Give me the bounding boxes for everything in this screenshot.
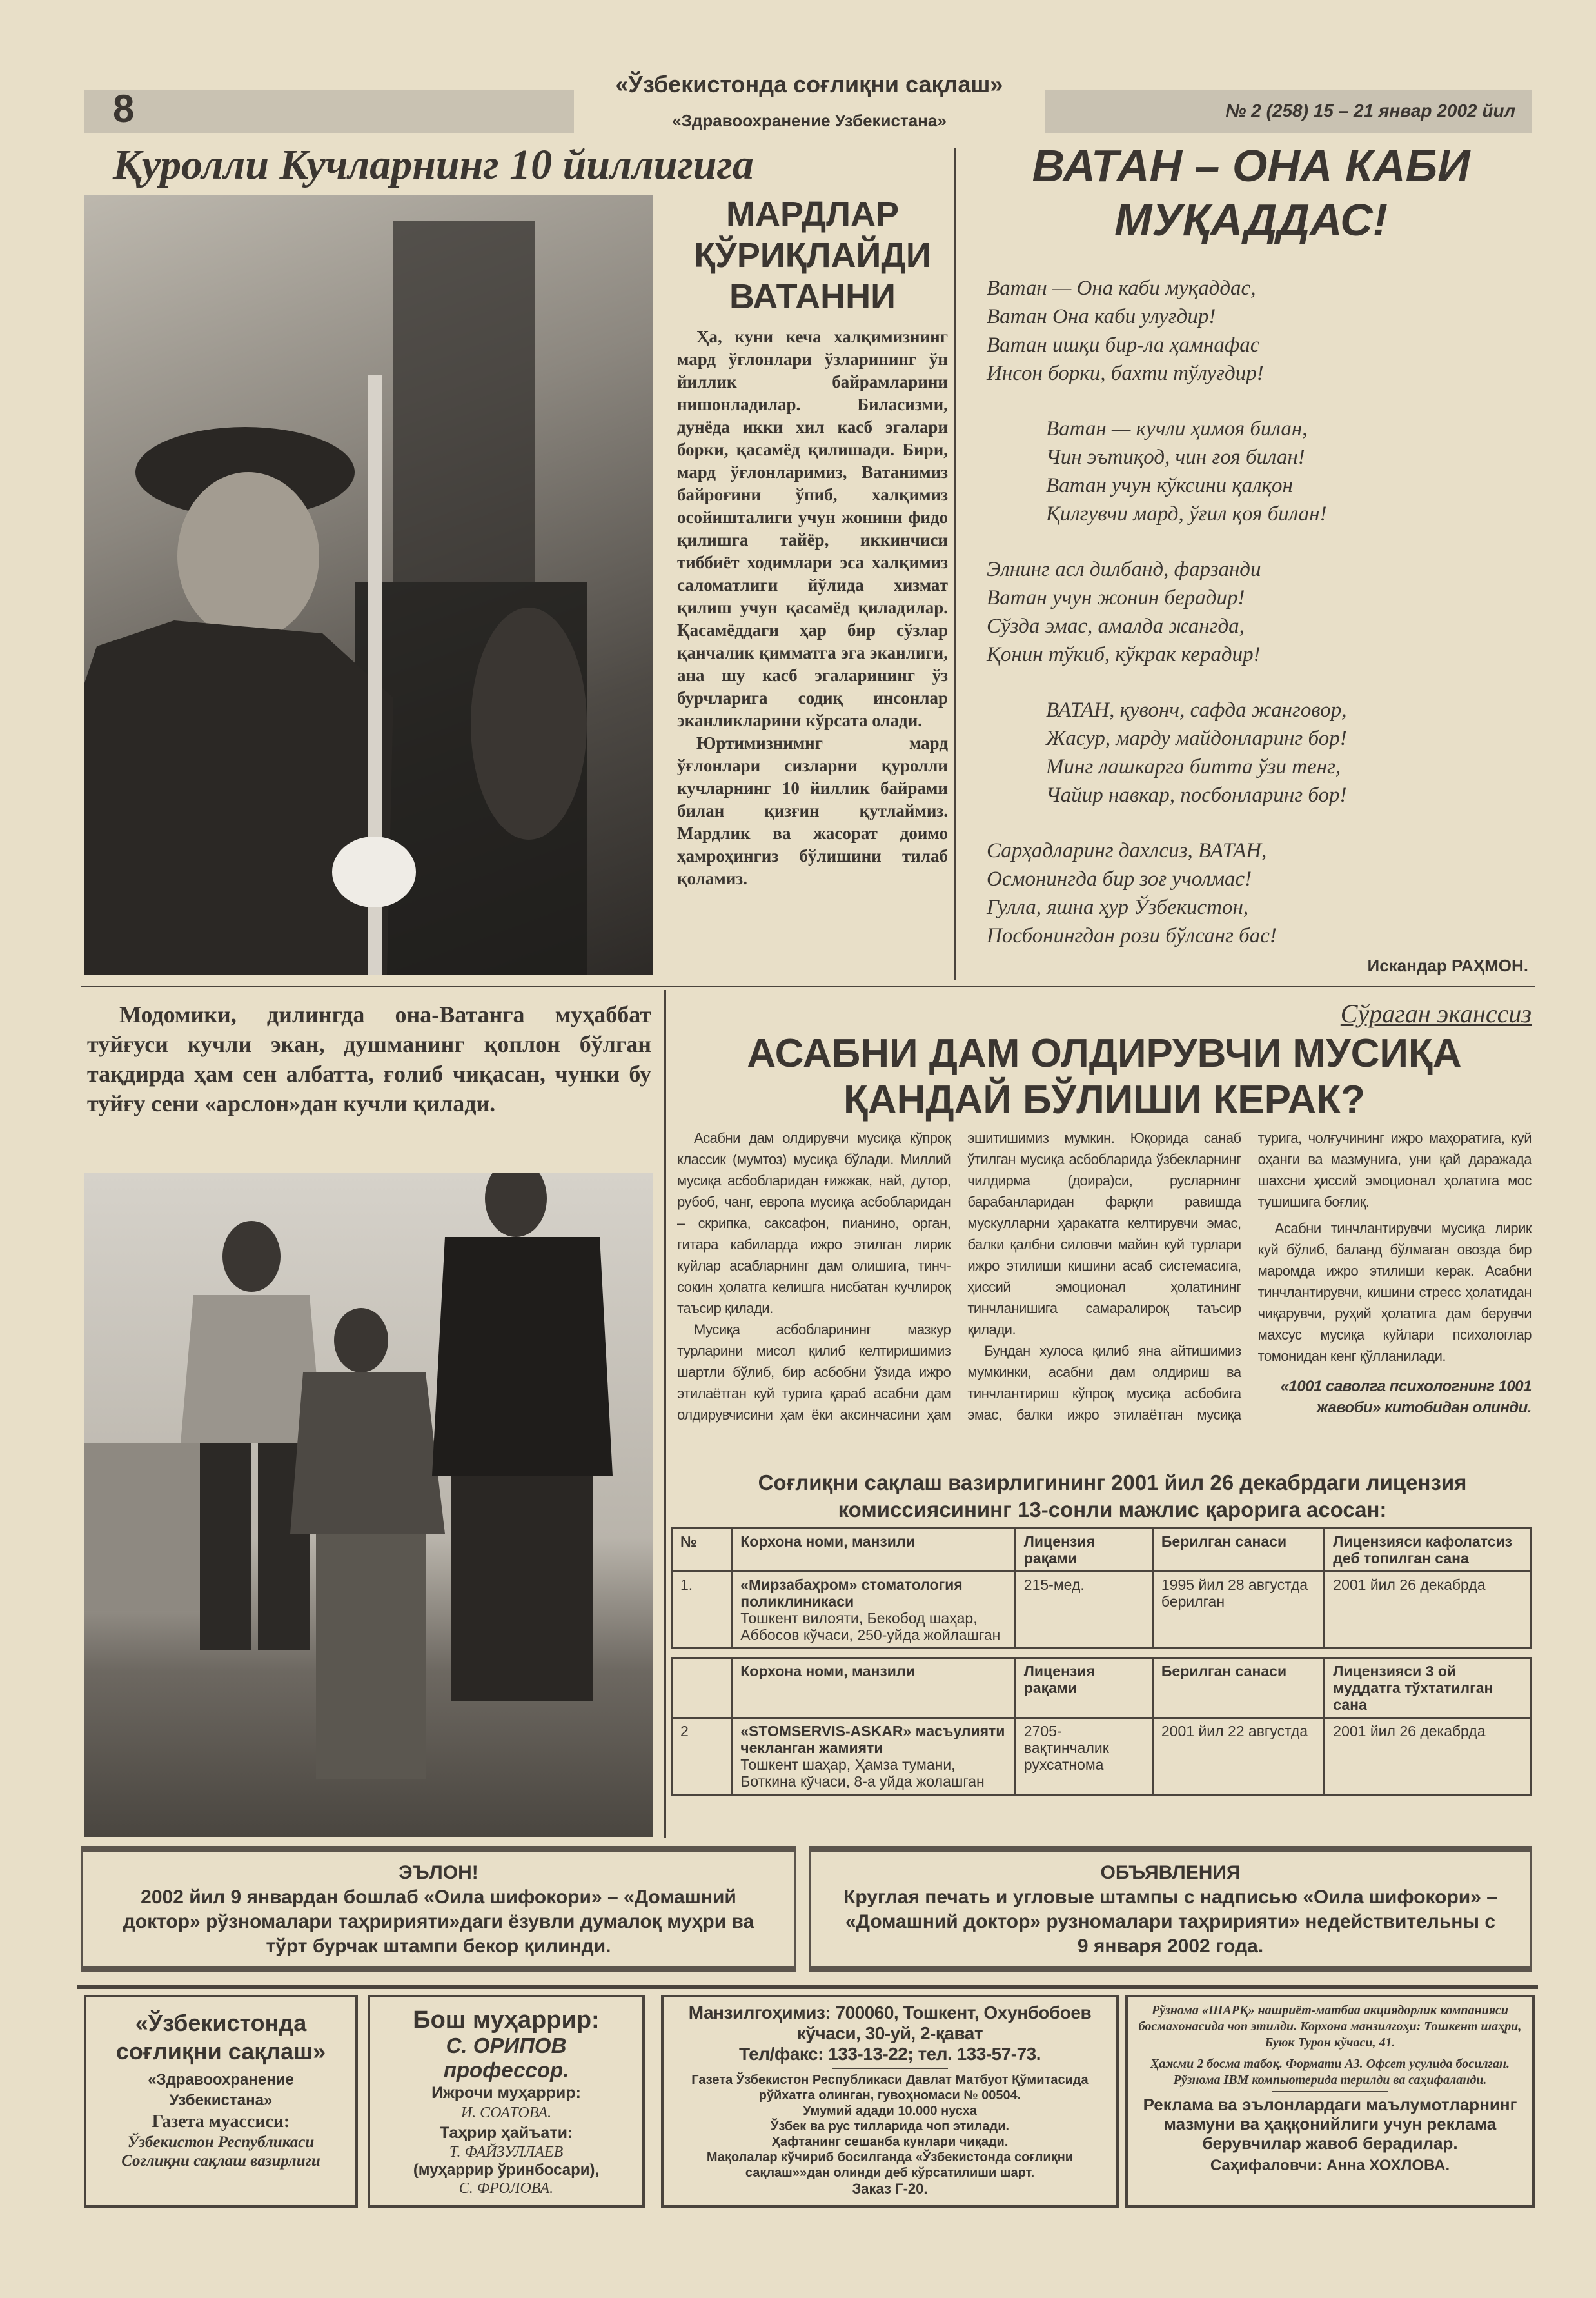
cell-no: 1. xyxy=(672,1572,732,1649)
poem-title-line: МУҚАДДАС! xyxy=(1114,195,1388,245)
music-body xyxy=(677,1127,1532,1425)
army-title-line: ВАТАННИ xyxy=(729,277,896,316)
poem-title xyxy=(967,139,1535,247)
poem-stanza xyxy=(987,837,1535,950)
poem-line: Элнинг асл дилбанд, фарзанди xyxy=(987,558,1261,581)
poem-line: Ватан — кучли ҳимоя билан, xyxy=(1046,417,1308,441)
board-member: Т. ФАЙЗУЛЛАЕВ xyxy=(449,2144,564,2161)
license-title: Соғлиқни сақлаш вазирлигининг 2001 йил 26 декабрдаги лицензия комиссиясининг 13-сонли мажлис қарорига асосан: xyxy=(758,1471,1467,1521)
issue-info: № 2 (258) 15 – 21 январ 2002 йил xyxy=(1225,101,1515,121)
license-table-1 xyxy=(671,1527,1532,1649)
poem-line: Ватан ишқи бир-ла ҳамнафас xyxy=(987,333,1260,357)
circulation: Умумий адади 10.000 нусха xyxy=(803,2104,977,2118)
company-address: Тошкент вилояти, Бекобод шаҳар, Аббосов кўчаси, 250-уйда жойлашган xyxy=(740,1610,1001,1643)
column-divider xyxy=(664,990,666,1838)
cell-company xyxy=(732,1718,1016,1795)
founder-label: Газета муассиси: xyxy=(152,2112,290,2132)
col-header: Лицензияси кафолатсиз деб топилган сана xyxy=(1325,1529,1531,1572)
poem-line: Ватан Она каби улуғдир! xyxy=(987,305,1216,328)
poem-line: Қилгувчи мард, ўғил қоя билан! xyxy=(1046,502,1327,526)
poem-body xyxy=(987,274,1535,950)
poem-title-line: ВАТАН – ОНА КАБИ xyxy=(1032,141,1470,191)
army-title-line: ҚЎРИҚЛАЙДИ xyxy=(694,236,931,275)
imprint-top-rule xyxy=(77,1985,1538,1989)
table-header-row xyxy=(672,1529,1531,1572)
imprint-logo-box xyxy=(84,1995,358,2208)
music-paragraph: Асабни дам олдирувчи мусиқа кўпроқ классик (мумтоз) мусиқа бўлади. Миллий мусиқа асбобларидан ғижжак, най, дутор, рубоб, чанг, европа мусиқа асбобларидан – скрипка, саксафон, пианино, орган, гитара кабиларда ижро этилган лирик куйлар асабларнинг дам олишига, тинч-сокин ҳолатга келишга нисбатан кучлироқ таъсир қилади. xyxy=(677,1130,951,1316)
patriotic-quote: Модомики, дилингда она-Ватанга муҳаббат туйғуси кучли экан, душманинг қоплон бўлган тақдирда ҳам сен албатта, ғолиб чиқасан, чунки бу туйғу сени «арслон»дан кучли қилади. xyxy=(87,1002,651,1116)
cell-no: 2 xyxy=(672,1718,732,1795)
exec-label: Ижрочи муҳаррир: xyxy=(431,2084,581,2102)
soldier-statue-photo xyxy=(84,195,653,975)
board-member-role: (муҳаррир ўринбосари), xyxy=(413,2161,600,2179)
col-header: Лицензияси 3 ой муддатга тўхтатилган сана xyxy=(1325,1658,1531,1718)
layout-editor: Саҳифаловчи: Анна ХОХЛОВА. xyxy=(1210,2157,1450,2174)
exec-name: И. СОАТОВА. xyxy=(460,2105,552,2121)
divider xyxy=(832,2068,948,2069)
table-header-row xyxy=(672,1658,1531,1718)
notice-ru-text: Круглая печать и угловые штампы с надписью «Оила шифокори» – «Домашний доктор» рузномалари таҳририяти» недействительны с 9 января 2002 года. xyxy=(843,1887,1497,1957)
license-table-2 xyxy=(671,1657,1532,1796)
contacts-box xyxy=(661,1995,1119,2208)
cell-date: 2001 йил 26 декабрда xyxy=(1325,1572,1531,1649)
company-name: «Мирзабаҳром» стоматология поликлиникаси xyxy=(740,1576,963,1610)
army-paragraph: Ҳа, куни кеча халқимизнинг мард ўғлонлари ўзларининг ўн йиллик байрамларини нишонладилар. Биласизми, дунёда икки хил касб эгалари борки, қасамёд қилишади. Бири, мард ўғлонларимиз, Ватанимиз байроғини ўпиб, халқимиз осойишталиги учун жонини фидо қилишга тайёр, иккинчиси тиббиёт ходимлари эса халқимиз саломатлиги йўлида хизмат қилиш учун қасамёд қиладилар. Қасамёддаги ҳар бир сўзлар қанчалик қимматга эга эканлиги, ана шу касб эгаларининг ўз бурчларига содиқ инсонлар эканликларини кўрсата олади. xyxy=(677,327,948,730)
poem-line: Чин эътиқод, чин ғоя билан! xyxy=(1046,446,1305,469)
cell-issued: 2001 йил 22 августда xyxy=(1152,1718,1324,1795)
editors-box xyxy=(368,1995,645,2208)
music-paragraph: Мусиқа асбобларининг мазкур турларини мисол қилиб келтиришимиз шартли бўлиб, бир асбобни ўзида ижро этилаётган куй турига қараб асабни дам олдирувчисини ҳам ёки аксинчасини ҳам эшитишимиз мумкин. Юқорида санаб ўтилган мусиқа асбобларида ўзбекларнинг чилдирма (доира)си, русларнинг барабанларидан фарқли равишда мускулларни ҳаракатга келтирувчи эмас, балки қалбни силовчи майин куй турлари ижро этилиши кишини асаб системасига, ҳиссий эмоционал ҳолатининг тинчланишига самаралироқ таъсир қилади. xyxy=(677,1130,1241,1423)
poem-stanza xyxy=(987,696,1535,809)
col-header: Корхона номи, манзили xyxy=(732,1658,1016,1718)
page-number: 8 xyxy=(113,87,135,130)
music-paragraph: Бундан хулоса қилиб яна айтишимиз мумкинки, асабни дам олдириш ва тинчлантириш кўпроқ мусиқа асбобига эмас, балки ижро этилаётган мусиқа турига, чолғучининг ижро маҳоратига, куй оҳанги ва мазмунига, уни қай даражада шахсни ҳиссий эмоционал ҳолатига мос тушишига боғлиқ. xyxy=(967,1130,1532,1423)
license-tables xyxy=(671,1527,1532,1796)
notice-uz-text: 2002 йил 9 январдан бошлаб «Оила шифокори» – «Домашний доктор» рўзномалари таҳририяти»даги ёзувли думалоқ муҳри ва тўрт бурчак штампи бекор қилинди. xyxy=(123,1887,754,1957)
poem-line: Гулла, яшна ҳур Ўзбекистон, xyxy=(987,896,1249,919)
poem-line: Қонин тўкиб, кўкрак керадир! xyxy=(987,643,1261,666)
cell-issued: 1995 йил 28 августда берилган xyxy=(1152,1572,1324,1649)
col-header: Берилган санаси xyxy=(1152,1529,1324,1572)
schedule: Ҳафтанинг сешанба кунлари чиқади. xyxy=(771,2135,1009,2149)
poem-stanza xyxy=(987,555,1535,669)
cell-date: 2001 йил 26 декабрда xyxy=(1325,1718,1531,1795)
board-label: Таҳрир ҳайъати: xyxy=(439,2124,573,2142)
printer-info: Рўзнома «ШАРҚ» нашриёт-матбаа акциядорлик компанияси босмахонасида чоп этилди. Корхона манзилгоҳи: Тошкент шаҳри, Буюк Турон кўчаси, 41. xyxy=(1138,2003,1522,2050)
poem-line: Минг лашкарга битта ўзи тенг, xyxy=(1046,755,1341,778)
army-kicker: Қуролли Кучларнинг 10 йиллигига xyxy=(113,141,754,188)
reprint-notice: Мақолалар кўчириб босилганда «Ўзбекистонда соғлиқни сақлаш»»дан олинди деб кўрсатилиши шарт. xyxy=(706,2150,1074,2180)
col-header: Лицензия рақами xyxy=(1015,1658,1152,1718)
poem-line: Инсон борки, бахти тўлуғдир! xyxy=(987,362,1264,385)
cell-license: 215-мед. xyxy=(1015,1572,1152,1649)
poem-line: Ватан — Она каби муқаддас, xyxy=(987,277,1256,300)
army-paragraph: Юртимизнимнг мард ўғлонлари сизларни қуролли кучларнинг 10 йиллик байрами билан қизғин қутлаймиз. Мардлик ва жасорат доимо ҳамроҳингиз бўлишини тилаб қоламиз. xyxy=(677,733,948,888)
army-title xyxy=(677,193,948,317)
company-address: Тошкент шаҳар, Ҳамза тумани, Боткина кўчаси, 8-а уйда жолашган xyxy=(740,1756,985,1790)
army-title-line: МАРДЛАР xyxy=(726,195,899,233)
cell-company xyxy=(732,1572,1016,1649)
jumping-men-photo xyxy=(84,1173,653,1837)
masthead-uz: «Ўзбекистонда соғлиқни сақлаш» xyxy=(615,71,1003,97)
chief-label: Бош муҳаррир: xyxy=(413,2006,600,2034)
jumping-men-shapes xyxy=(84,1173,653,1837)
cell-license: 2705-вақтинчалик рухсатнома xyxy=(1015,1718,1152,1795)
board-member: С. ФРОЛОВА. xyxy=(458,2180,554,2197)
column-divider xyxy=(954,148,956,980)
languages: Ўзбек ва рус тилларида чоп этилади. xyxy=(770,2119,1010,2134)
ads-disclaimer: Реклама ва эълонлардаги маълумотларнинг мазмуни ва ҳаққонийлиги учун реклама берувчилар жавоб берадилар. xyxy=(1143,2095,1517,2153)
imprint-logo-ru: «Здравоохранение Узбекистана» xyxy=(148,2071,294,2109)
poem-stanza xyxy=(987,274,1535,388)
music-title: АСАБНИ ДАМ ОЛДИРУВЧИ МУСИҚА ҚАНДАЙ БЎЛИШИ КЕРАК? xyxy=(747,1031,1462,1122)
table-row xyxy=(672,1718,1531,1795)
notice-uz-title: ЭЪЛОН! xyxy=(399,1862,478,1883)
notice-ru-title: ОБЪЯВЛЕНИЯ xyxy=(1100,1862,1241,1883)
registration: Газета Ўзбекистон Республикаси Давлат Матбуот Қўмитасида рўйхатга олинган, гувоҳномаси № 00504. xyxy=(691,2073,1089,2103)
poem-line: Ватан учун жонин берадир! xyxy=(987,586,1245,609)
col-header: Берилган санаси xyxy=(1152,1658,1324,1718)
col-header: Лицензия рақами xyxy=(1015,1529,1152,1572)
col-header xyxy=(672,1658,732,1718)
poem-line: Сарҳадларинг дахлсиз, ВАТАН, xyxy=(987,839,1267,862)
poem-line: ВАТАН, қувонч, сафда жанговор, xyxy=(1046,698,1347,722)
company-name: «STOMSERVIS-ASKAR» масъулияти чекланган жамияти xyxy=(740,1723,1005,1756)
phone: Тел/факс: 133-13-22; тел. 133-57-73. xyxy=(738,2044,1041,2064)
col-header: № xyxy=(672,1529,732,1572)
table-row xyxy=(672,1572,1531,1649)
poem-line: Осмонингда бир зоғ учолмас! xyxy=(987,867,1252,891)
chief-name: С. ОРИПОВ xyxy=(446,2034,567,2057)
col-header: Корхона номи, манзили xyxy=(732,1529,1016,1572)
imprint-logo-uz: «Ўзбекистонда соғлиқни сақлаш» xyxy=(115,2010,326,2065)
order-number: Заказ Г-20. xyxy=(852,2181,928,2197)
soldier-photo-shapes xyxy=(84,195,653,975)
divider xyxy=(1272,2091,1388,2092)
poem-author: Искандар РАҲМОН. xyxy=(1367,956,1528,975)
printer-box xyxy=(1125,1995,1535,2208)
music-rubric: Сўраган эканссиз xyxy=(1340,999,1532,1028)
address: Манзилгоҳимиз: 700060, Тошкент, Охунбобоев кўчаси, 30-уй, 2-қават xyxy=(688,2003,1092,2043)
chief-title: профессор. xyxy=(443,2058,569,2082)
notice-ru xyxy=(838,1861,1502,1959)
masthead-ru: «Здравоохранение Узбекистана» xyxy=(672,111,947,130)
music-paragraph: Асабни тинчлантирувчи мусиқа лирик куй бўлиб, баланд бўлмаган овозда бир маромда ижро этилиши керак. Асабни тинчлантирувчи, кишини стресс ҳолатидан чиқарувчи, руҳий ҳолатига дам берувчи махсус мусиқа куйлари психологлар томонидан кенг қўлланилади. xyxy=(1257,1220,1532,1364)
poem-stanza xyxy=(987,415,1535,528)
poem-line: Посбонингдан рози бўлсанг бас! xyxy=(987,924,1277,947)
founder: Ўзбекистон Республикаси Соғлиқни сақлаш вазирлиги xyxy=(121,2134,320,2170)
section-divider xyxy=(81,986,1535,987)
page-number-band xyxy=(84,90,574,133)
notice-uz xyxy=(113,1861,764,1959)
army-body xyxy=(677,326,948,890)
poem-line: Жасур, марду майдонларинг бор! xyxy=(1046,727,1347,750)
music-source: «1001 саволга психологнинг 1001 жавоби» китобидан олинди. xyxy=(1280,1378,1532,1416)
format-info: Ҳажми 2 босма табоқ. Формати А3. Офсет усулида босилган. Рўзнома IBM компьютерида терилди ва саҳифаланди. xyxy=(1150,2057,1510,2087)
poem-line: Чайир навкар, посбонларинг бор! xyxy=(1046,784,1347,807)
poem-line: Ватан учун кўксини қалқон xyxy=(1046,474,1293,497)
poem-line: Сўзда эмас, амалда жангда, xyxy=(987,615,1245,638)
